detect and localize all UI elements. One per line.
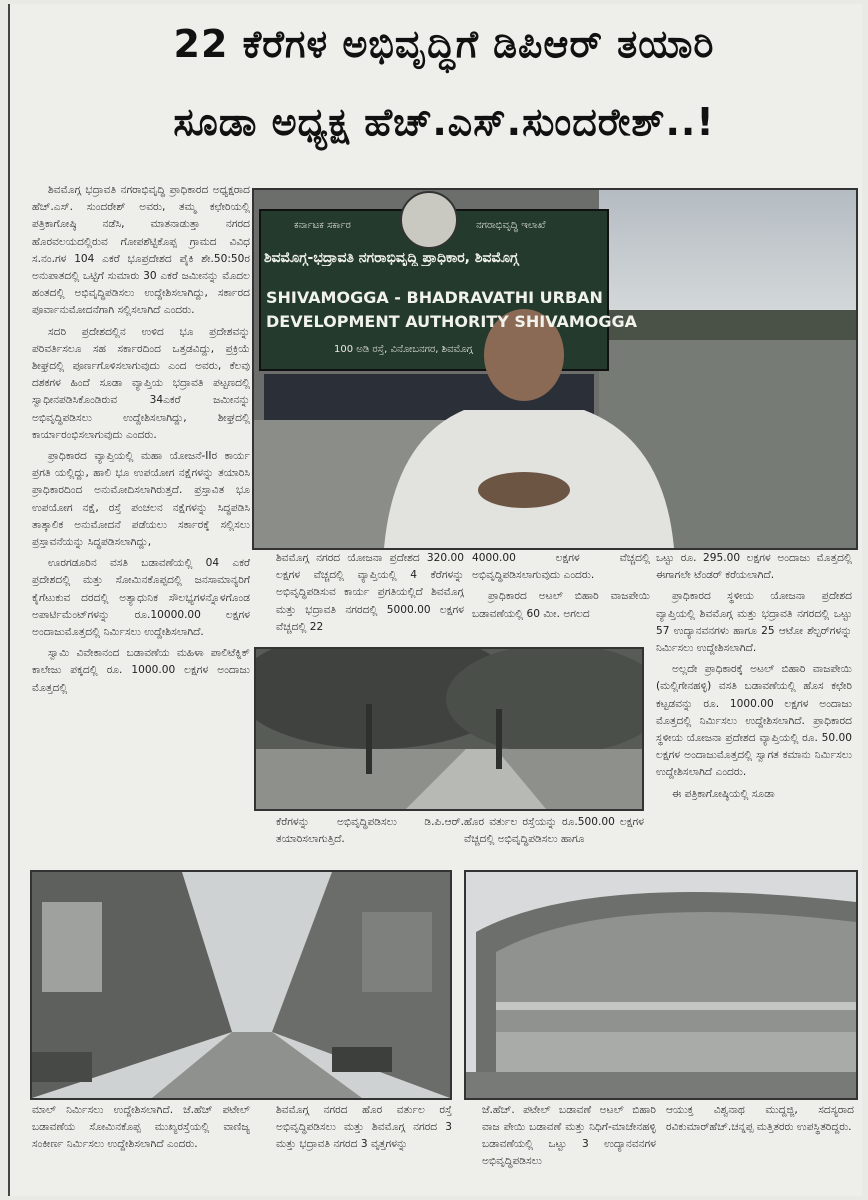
- middle-column-b-top: [472, 550, 650, 645]
- paragraph: ಸದರಿ ಪ್ರದೇಶದಲ್ಲಿನ ಉಳಿದ ಭೂ ಪ್ರದೇಶವನ್ನು ಪರಿವರ್ತಿಸಲೂ ಸಹ ಸರ್ಕಾರದಿಂದ ಒತ್ತಡವಿದ್ದು, ಪ್ರಕ್ರಿಯೆ ಶೀಘ್ರದಲ್ಲಿ ಪೂರ್ಣಗೊಳಿಸಲಾಗುವುದು ಎಂದ ಅವರು, ಕೆಲವು ದಶಕಗಳ ಹಿಂದೆ ಸೂಡಾ ವ್ಯಾಪ್ತಿಯ ಭದ್ರಾವತಿ ಪಟ್ಟಣದಲ್ಲಿ ಸ್ವಾಧೀನಪಡಿಸಿಕೊಂಡಿರುವ 34ಎಕರೆ ಜಮೀನನ್ನು ಅಭಿವೃದ್ಧಿಪಡಿಸಲು ಉದ್ದೇಶಿಸಲಾಗಿದ್ದು, ಶೀಘ್ರದಲ್ಲಿ ಕಾರ್ಯಾರಂಭಿಸಲಾಗುವುದು ಎಂದರು.: [32, 325, 250, 441]
- office-building-photo: [464, 870, 858, 1100]
- headline-line-1: 22 ಕೆರೆಗಳ ಅಭಿವೃದ್ಧಿಗೆ ಡಿಪಿಆರ್ ತಯಾರಿ: [173, 22, 715, 66]
- paragraph: ಸ್ವಾಮಿ ವಿವೇಕಾನಂದ ಬಡಾವಣೆಯ ಮಹಿಳಾ ಪಾಲಿಟೆಕ್ನಿಕ್ ಕಾಲೇಜು ಪಕ್ಕದಲ್ಲಿ ರೂ. 1000.00 ಲಕ್ಷಗಳ ಅಂದಾಜು ಮೊತ್ತದಲ್ಲಿ: [32, 647, 250, 694]
- bottom-caption-3: ಜೆ.ಹೆಚ್. ಪಟೇಲ್ ಬಡಾವಣೆ ಅಟಲ್ ಬಿಹಾರಿ ವಾಜ ಪೇಯಿ ಬಡಾವಣೆ ಮತ್ತು ನಿಧಿಗೆ-ಮಾಚೇನಹಳ್ಳಿ ಬಡಾವಣೆಯಲ್ಲಿ ಒಟ್ಟು 3 ಉದ್ಯಾನವನಗಳ ಅಭಿವೃದ್ಧಿಪಡಿಸಲು: [482, 1104, 656, 1167]
- sign-english-line-1: SHIVAMOGGA - BHADRAVATHI URBAN: [266, 288, 603, 307]
- sign-top-left: ಕರ್ನಾಟಕ ಸರ್ಕಾರ: [294, 220, 351, 231]
- middle-column-a-bottom: [276, 814, 464, 854]
- sign-top-right: ನಗರಾಭಿವೃದ್ಧಿ ಇಲಾಖೆ: [476, 220, 546, 231]
- sign-english-line-2: DEVELOPMENT AUTHORITY SHIVAMOGGA: [266, 312, 638, 331]
- sign-kannada-title: ಶಿವಮೊಗ್ಗ-ಭದ್ರಾವತಿ ನಗರಾಭಿವೃದ್ಧಿ ಪ್ರಾಧಿಕಾರ, ಶಿವಮೊಗ್ಗ: [264, 250, 519, 266]
- paragraph: ಶಿವಮೊಗ್ಗ ನಗರದ ಯೋಜನಾ ಪ್ರದೇಶದ 320.00 ಲಕ್ಷಗಳ ವೆಚ್ಚದಲ್ಲಿ ವ್ಯಾಪ್ತಿಯಲ್ಲಿ 4 ಕೆರೆಗಳನ್ನು ಅಭಿವೃದ್ಧಿಪಡಿಸುವ ಕಾರ್ಯ ಪ್ರಗತಿಯಲ್ಲಿದೆ ಶಿವಮೊಗ್ಗ ಮತ್ತು ಭದ್ರಾವತಿ ನಗರದಲ್ಲಿ 5000.00 ಲಕ್ಷಗಳ ವೆಚ್ಚದಲ್ಲಿ 22: [276, 552, 464, 633]
- paragraph: 4000.00 ಲಕ್ಷಗಳ ವೆಚ್ಚದಲ್ಲಿ ಅಭಿವೃದ್ಧಿಪಡಿಸಲಾಗುವುದು ಎಂದರು.: [472, 552, 650, 582]
- paragraph: ಅಲ್ಲದೇ ಪ್ರಾಧಿಕಾರಕ್ಕೆ ಅಟಲ್ ಬಿಹಾರಿ ವಾಜಪೇಯಿ (ಮಲ್ಲಿಗೇನಹಳ್ಳಿ) ವಸತಿ ಬಡಾವಣೆಯಲ್ಲಿ ಹೊಸ ಕಛೇರಿ ಕಟ್ಟಡವನ್ನು ರೂ. 1000.00 ಲಕ್ಷಗಳ ಅಂದಾಜು ಮೊತ್ತದಲ್ಲಿ ನಿರ್ಮಿಸಲು ಉದ್ದೇಶಿಸಲಾಗಿದೆ. ಪ್ರಾಧಿಕಾರದ ಸ್ಥಳೀಯ ಯೋಜನಾ ಪ್ರದೇಶದ ವ್ಯಾಪ್ತಿಯಲ್ಲಿ ರೂ. 50.00 ಲಕ್ಷಗಳ ಅಂದಾಜುಮೊತ್ತದಲ್ಲಿ ಸ್ವಾಗತ ಕಮಾನು ನಿರ್ಮಿಸಲು ಉದ್ದೇಶಿಸಲಾಗಿದೆ ಎಂದರು.: [656, 663, 852, 779]
- main-photo-sunderesh: [252, 188, 858, 550]
- paragraph: ಪ್ರಾಧಿಕಾರದ ಸ್ಥಳೀಯ ಯೋಜನಾ ಪ್ರದೇಶದ ವ್ಯಾಪ್ತಿಯಲ್ಲಿ ಶಿವಮೊಗ್ಗ ಮತ್ತು ಭದ್ರಾವತಿ ನಗರದಲ್ಲಿ ಒಟ್ಟು 57 ಉದ್ಯಾನವನಗಳು ಹಾಗೂ 25 ಆಟೋ ಶೆಲ್ಟರ್‌ಗಳನ್ನು ನಿರ್ಮಿಸಲು ಉದ್ದೇಶಿಸಲಾಗಿದೆ.: [656, 590, 852, 655]
- road-trees-photo: [254, 647, 644, 811]
- bottom-caption-4: ಆಯುಕ್ತ ವಿಶ್ವನಾಥ ಮುದ್ದಜ್ಜಿ, ಸದಸ್ಯರಾದ ರವಿಕುಮಾರ್‌ಹೆಚ್.ಚನ್ನಪ್ಪ ಮತ್ತಿತರರು ಉಪಸ್ಥಿತರಿದ್ದರು.: [666, 1104, 854, 1133]
- right-column: [656, 550, 852, 854]
- paragraph: ಪ್ರಾಧಿಕಾರದ ವ್ಯಾಪ್ತಿಯಲ್ಲಿ ಮಹಾ ಯೋಜನೆ-IIರ ಕಾರ್ಯ ಪ್ರಗತಿ ಯಲ್ಲಿದ್ದು, ಹಾಲಿ ಭೂ ಉಪಯೋಗ ನಕ್ಷೆಗಳನ್ನು ತಯಾರಿಸಿ ಪ್ರಾಧಿಕಾರದಿಂದ ಅನುಮೋದಿಸಲಾಗಿರುತ್ತದೆ. ಪ್ರಸ್ತಾವಿತ ಭೂ ಉಪಯೋಗ ನಕ್ಷೆ, ರಸ್ತೆ ಪಂಚಲನ ನಕ್ಷೆಗಳನ್ನು ಸಿದ್ಧಪಡಿಸಿ ತಾತ್ಕಾಲಿಕ ಅನುಮೋದನೆ ಪಡೆಯಲು ಸರ್ಕಾರಕ್ಕೆ ಸಲ್ಲಿಸಲು ಪ್ರಸ್ತಾವನೆಯನ್ನು ಸಿದ್ಧಪಡಿಸಲಾಗಿದ್ದು,: [32, 450, 250, 549]
- paragraph: ಪ್ರಾಧಿಕಾರದ ಅಟಲ್ ಬಿಹಾರಿ ವಾಜಪೇಯಿ ಬಡಾವಣೆಯಲ್ಲಿ 60 ಮೀ. ಅಗಲದ: [472, 590, 650, 620]
- middle-column-a-top: [276, 550, 464, 645]
- housing-street-photo: [30, 870, 452, 1100]
- paragraph: ಕೆರೆಗಳನ್ನು ಅಭಿವೃದ್ಧಿಪಡಿಸಲು ಡಿ.ಪಿ.ಆರ್. ತಯಾರಿಸಲಾಗುತ್ತಿದೆ.: [276, 816, 464, 846]
- headline-line-2: ಸೂಡಾ ಅಧ್ಯಕ್ಷ ಹೆಚ್.ಎಸ್.ಸುಂದರೇಶ್..!: [173, 100, 715, 144]
- sign-address: 100 ಅಡಿ ರಸ್ತೆ, ವಿನೋಬನಗರ, ಶಿವಮೊಗ್ಗ: [334, 344, 473, 355]
- bottom-caption-1: ಮಾಲ್ ನಿರ್ಮಿಸಲು ಉದ್ದೇಶಿಸಲಾಗಿದೆ. ಜೆ.ಹೆಚ್ ಪಟೇಲ್ ಬಡಾವಣೆಯ ಸೋಮಿನಕೊಪ್ಪ ಮುಖ್ಯರಸ್ತೆಯಲ್ಲಿ ವಾಣಿಜ್ಯ ಸಂಕೀರ್ಣ ನಿರ್ಮಿಸಲು ಉದ್ದೇಶಿಸಲಾಗಿದೆ ಎಂದರು.: [32, 1104, 250, 1150]
- paragraph: ಶಿವಮೊಗ್ಗ ಭದ್ರಾವತಿ ನಗರಾಭಿವೃದ್ಧಿ ಪ್ರಾಧಿಕಾರದ ಅಧ್ಯಕ್ಷರಾದ ಹೆಚ್.ಎಸ್. ಸುಂದರೇಶ್ ಅವರು, ತಮ್ಮ ಕಛೇರಿಯಲ್ಲಿ ಪತ್ರಿಕಾಗೋಷ್ಠಿ ನಡೆಸಿ, ಮಾತನಾಡುತ್ತಾ ನಗರದ ಹೊರವಲಯದಲ್ಲಿರುವ ಗೋಪಶೆಟ್ಟಿಕೊಪ್ಪ ಗ್ರಾಮದ ವಿವಿಧ ಸ.ನಂ.ಗಳ 104 ಎಕರೆ ಭೂಪ್ರದೇಶದ ಪೈಕಿ ಶೇ.50:50ರ ಅನುಪಾತದಲ್ಲಿ ಒಟ್ಟಿಗೆ ಸುಮಾರು 30 ಎಕರೆ ಜಮೀನನ್ನು ಮೊದಲ ಹಂತದಲ್ಲಿ ಅಭಿವೃದ್ಧಿಪಡಿಸಲು ಉದ್ದೇಶಿಸಲಾಗಿದ್ದು, ಸರ್ಕಾರದ ಪೂರ್ವಾನುಮೋದನೆಗಾಗಿ ಸಲ್ಲಿಸಲಾಗಿದೆ ಎಂದರು.: [32, 184, 250, 317]
- paragraph: ಹೊರ ವರ್ತುಲ ರಸ್ತೆಯನ್ನು ರೂ.500.00 ಲಕ್ಷಗಳ ವೆಚ್ಚದಲ್ಲಿ ಅಭಿವೃದ್ಧಿಪಡಿಸಲು ಹಾಗೂ: [464, 816, 644, 846]
- newspaper-page: [8, 4, 862, 1196]
- middle-column-b-bottom: [464, 814, 644, 854]
- paragraph: ಈ ಪತ್ರಿಕಾಗೋಷ್ಠಿಯಲ್ಲಿ ಸೂಡಾ: [672, 787, 775, 800]
- paragraph: ಒಟ್ಟು ರೂ. 295.00 ಲಕ್ಷಗಳ ಅಂದಾಜು ಮೊತ್ತದಲ್ಲಿ ಈಗಾಗಲೇ ಟೆಂಡರ್ ಕರೆಯಲಾಗಿದೆ.: [656, 552, 852, 582]
- paragraph: ಊರಗಡೂರಿನ ವಸತಿ ಬಡಾವಣೆಯಲ್ಲಿ 04 ಎಕರೆ ಪ್ರದೇಶದಲ್ಲಿ ಮತ್ತು ಸೋಮಿನಕೊಪ್ಪದಲ್ಲಿ ಜನಸಾಮಾನ್ಯರಿಗೆ ಕೈಗೆಟುಕುವ ದರದಲ್ಲಿ ಅತ್ಯಾಧುನಿಕ ಸೌಲಭ್ಯಗಳನ್ನೊಳಗೊಂಡ ಅಪಾರ್ಟಿಮೆಂಟ್‌ಗಳನ್ನು ರೂ.10000.00 ಲಕ್ಷಗಳ ಅಂದಾಜುಮೊತ್ತದಲ್ಲಿ ನಿರ್ಮಿಸಲು ಉದ್ದೇಶಿಸಲಾಗಿದೆ.: [32, 557, 250, 639]
- left-column: [32, 182, 250, 854]
- bottom-caption-2: ಶಿವಮೊಗ್ಗ ನಗರದ ಹೊರ ವರ್ತುಲ ರಸ್ತೆ ಅಭಿವೃದ್ಧಿಪಡಿಸಲು ಮತ್ತು ಶಿವಮೊಗ್ಗ ನಗರದ 3 ಮತ್ತು ಭದ್ರಾವತಿ ನಗರದ 3 ವೃತ್ತಗಳನ್ನು: [276, 1104, 452, 1150]
